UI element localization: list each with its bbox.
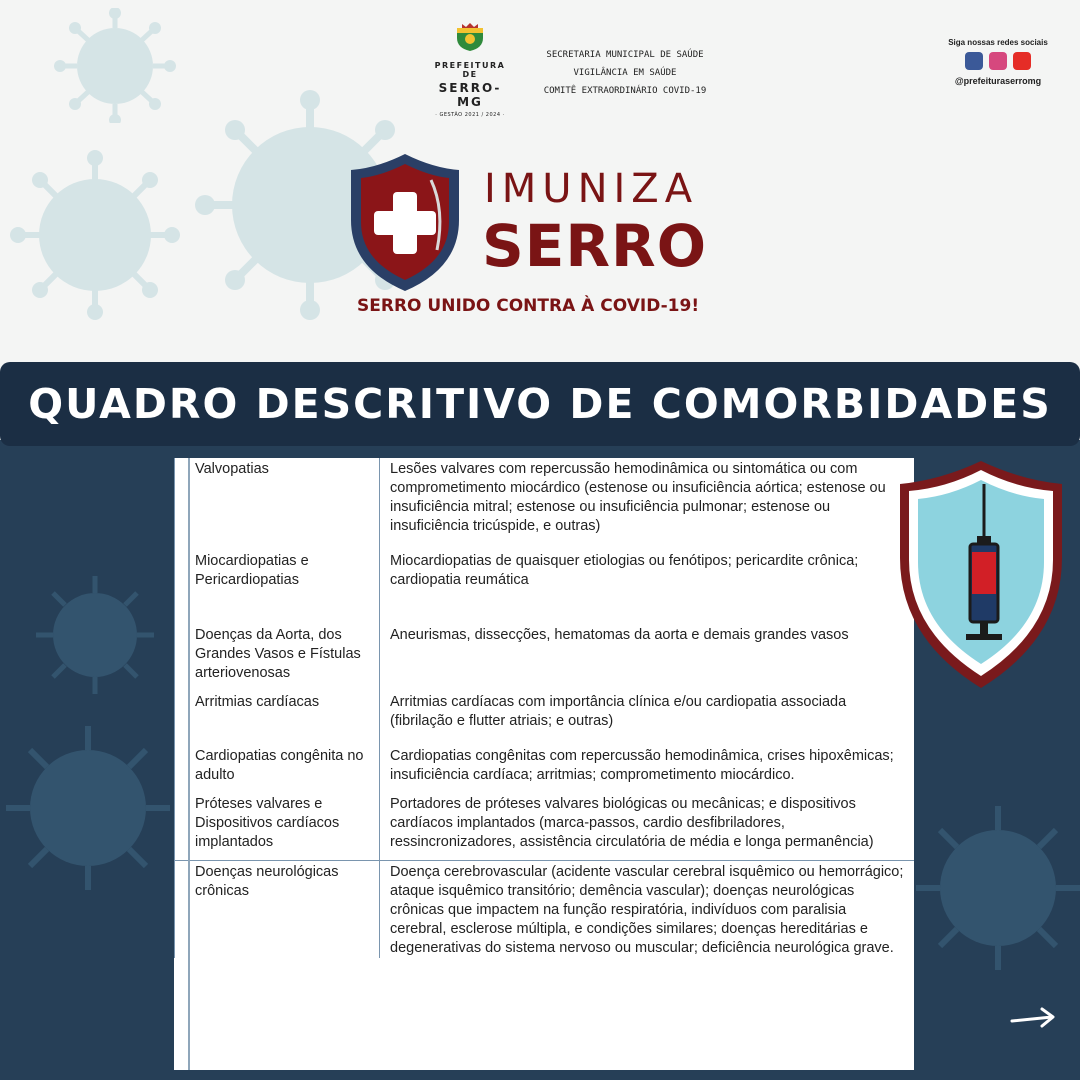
brand-tagline: SERRO UNIDO CONTRA À COVID-19! <box>357 296 700 316</box>
secretaria-block <box>540 46 710 100</box>
prefeitura-line1: PREFEITURA DE <box>434 61 506 79</box>
comorbidity-description: Miocardiopatias de quaisquer etiologias ou fenótipos; pericardite crônica; cardiopatia reumática <box>390 553 859 588</box>
coat-of-arms-icon <box>453 22 487 52</box>
comorbidity-description: Arritmias cardíacas com importância clínica e/ou cardiopatia associada (fibrilação e flutter atriais; e outras) <box>390 694 847 729</box>
table-row <box>175 861 915 959</box>
table-row <box>175 624 915 691</box>
shield-syringe-icon <box>896 458 1066 693</box>
comorbidity-name: Cardiopatias congênita no adulto <box>175 745 380 793</box>
secretaria-line: SECRETARIA MUNICIPAL DE SAÚDE <box>546 50 704 60</box>
shield-cross-icon <box>345 150 465 295</box>
facebook-icon[interactable] <box>965 52 983 70</box>
virus-icon <box>50 8 180 123</box>
table-row <box>175 745 915 793</box>
comorbidity-name: Doenças neurológicas crônicas <box>175 861 380 959</box>
virus-icon <box>910 800 1080 975</box>
prefeitura-line2: SERRO-MG <box>438 81 502 109</box>
prefeitura-line3: · GESTÃO 2021 / 2024 · <box>435 112 505 118</box>
social-block <box>928 38 1068 86</box>
comorbidity-name: Arritmias cardíacas <box>175 691 380 745</box>
virus-icon <box>10 150 180 320</box>
comorbidity-name: Miocardiopatias e Pericardiopatias <box>175 550 380 624</box>
comorbidity-name: Valvopatias <box>175 458 380 550</box>
comorbidity-name: Próteses valvares e Dispositivos cardíacos implantados <box>175 793 380 861</box>
comorbidity-description: Lesões valvares com repercussão hemodinâmica ou sintomática ou com comprometimento miocárdico (estenose ou insuficiência aórtica; estenose ou insuficiência mitral; estenose ou insuficiência pulmonar; estenose ou insuficiência tricúspide, e outras) <box>390 461 886 534</box>
brand-serro: SERRO <box>482 212 708 280</box>
table-row <box>175 458 915 550</box>
arrow-right-icon[interactable] <box>1008 1004 1058 1034</box>
top-header-area <box>0 0 1080 360</box>
table-row <box>175 793 915 861</box>
table-row <box>175 550 915 624</box>
comorbidity-description: Doença cerebrovascular (acidente vascular cerebral isquêmico ou hemorrágico; ataque isquêmico transitório; demência vascular); doenças neurológicas crônicas que impactem na função respiratória, indivíduos com paralisia cerebral, esclerose múltipla, e condições similares; doenças hereditárias e degenerativas do sistema nervoso ou muscular; deficiência neurológica grave. <box>380 861 915 959</box>
comorbidity-description: Portadores de próteses valvares biológicas ou mecânicas; e dispositivos cardíacos implantados (marca-passos, cardio desfibriladores, ressincronizadores, assistência circulatória de média e longa permanência) <box>390 796 874 850</box>
comorbidity-description: Cardiopatias congênitas com repercussão hemodinâmica, crises hipoxêmicas; insuficiência cardíaca; arritmias; comprometimento miocárdico. <box>390 748 894 783</box>
prefeitura-logo <box>430 22 510 118</box>
virus-icon <box>0 720 175 895</box>
secretaria-line: VIGILÂNCIA EM SAÚDE <box>573 68 677 78</box>
brand-imuniza: IMUNIZA <box>484 166 699 212</box>
instagram-icon[interactable] <box>989 52 1007 70</box>
title-banner <box>0 362 1080 446</box>
page-title: QUADRO DESCRITIVO DE COMORBIDADES <box>28 380 1052 428</box>
table-row <box>175 691 915 745</box>
comorbidity-name: Doenças da Aorta, dos Grandes Vasos e Fístulas arteriovenosas <box>175 624 380 691</box>
youtube-icon[interactable] <box>1013 52 1031 70</box>
social-handle[interactable]: @prefeituraserromg <box>954 76 1042 86</box>
comorbidity-description: Aneurismas, dissecções, hematomas da aorta e demais grandes vasos <box>390 627 849 643</box>
comorbidities-table <box>174 458 914 1070</box>
virus-icon <box>30 570 160 700</box>
social-title: Siga nossas redes sociais <box>948 38 1048 47</box>
secretaria-line: COMITÊ EXTRAORDINÁRIO COVID-19 <box>543 86 707 96</box>
social-icons <box>928 52 1068 70</box>
